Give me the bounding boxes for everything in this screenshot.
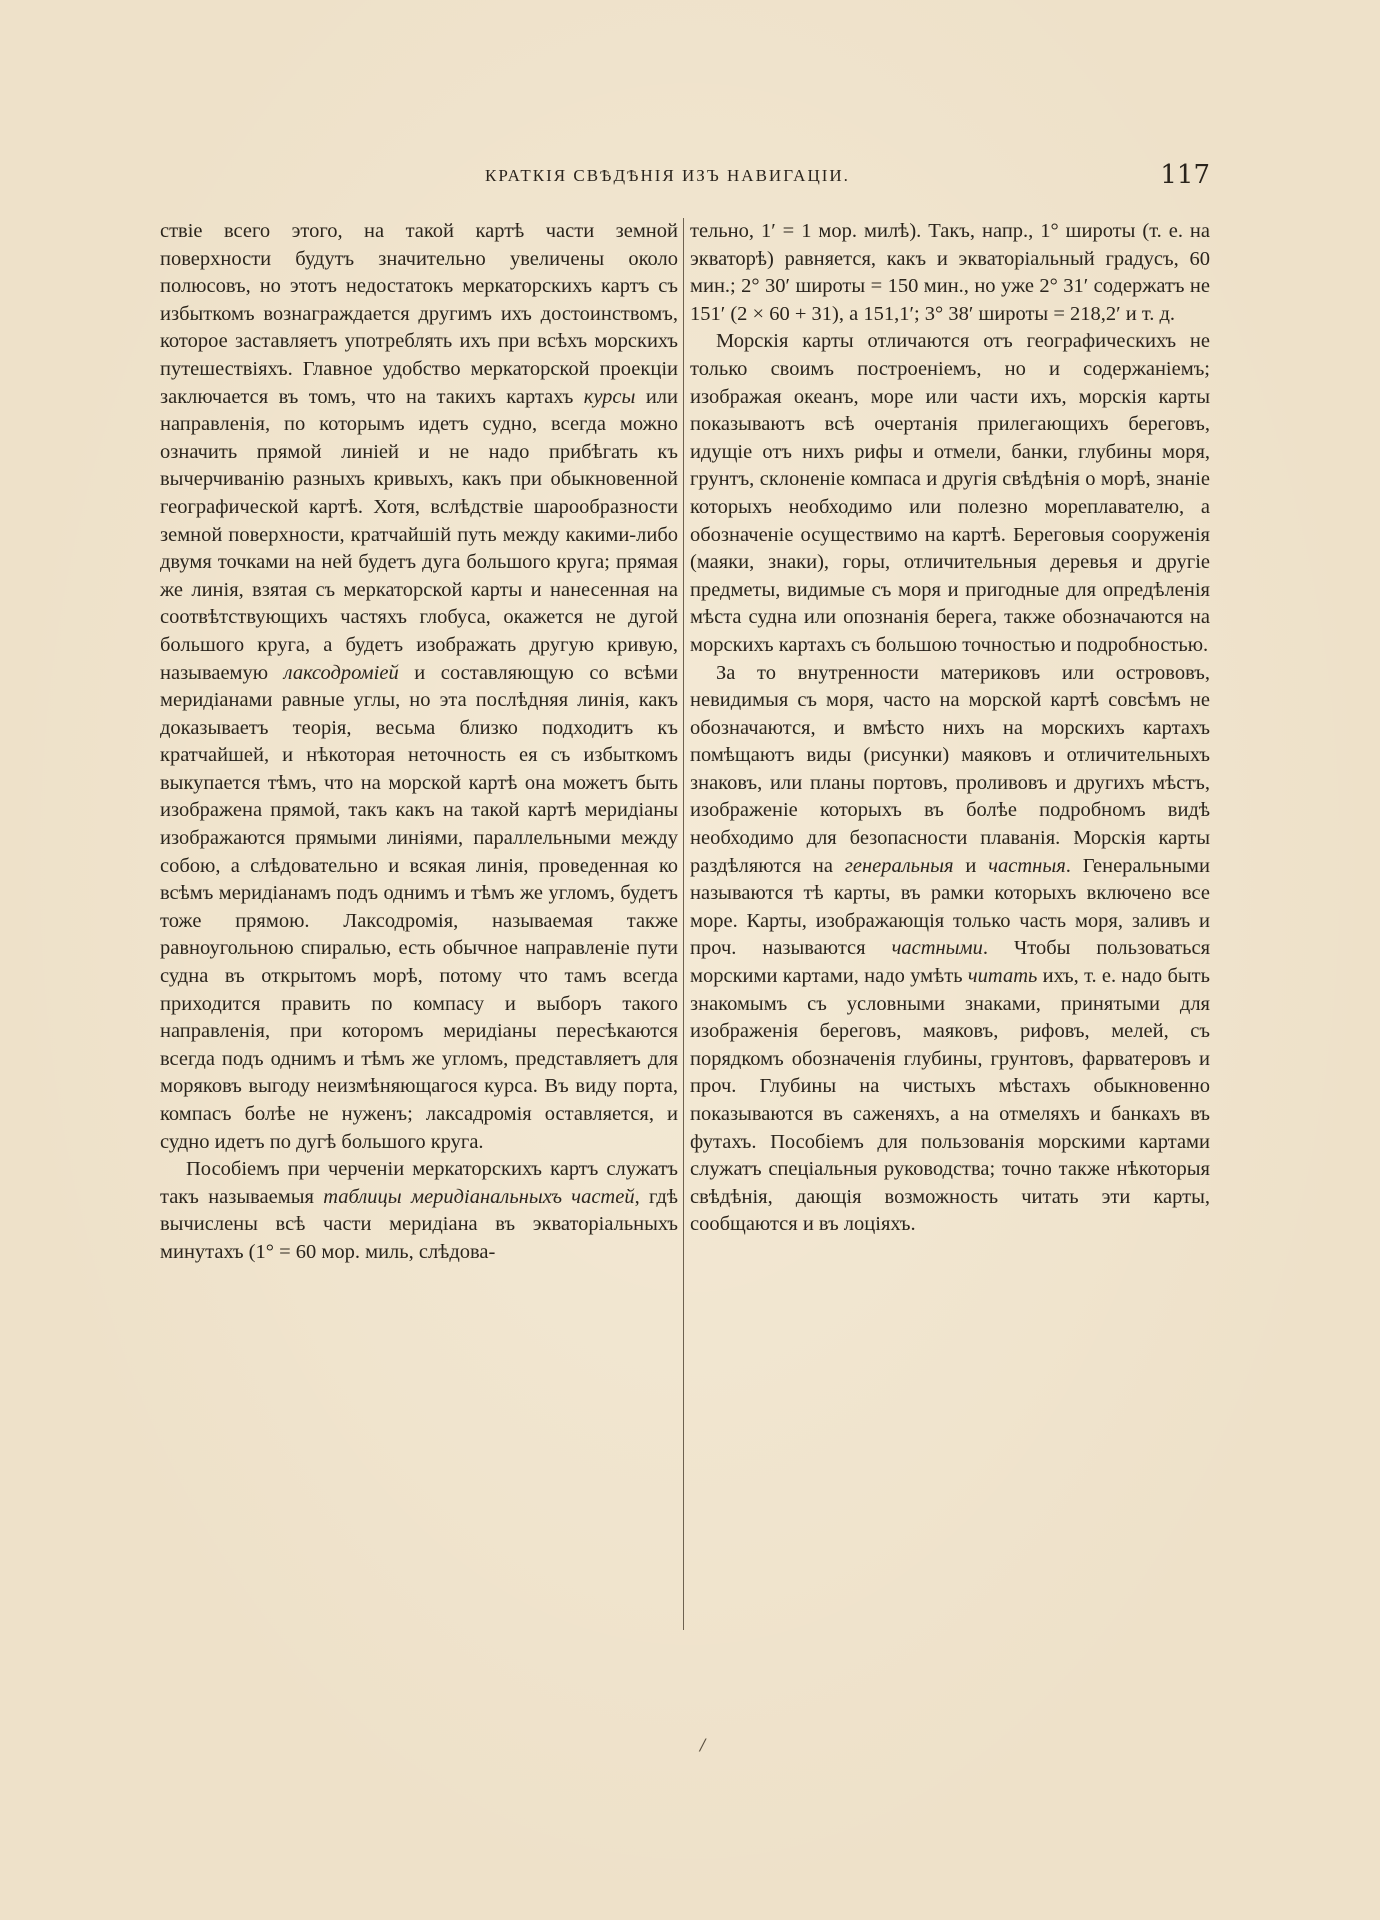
italic-term: частными bbox=[891, 937, 983, 960]
paragraph bbox=[690, 660, 1210, 1239]
italic-term: читать bbox=[967, 965, 1038, 988]
text-run: . Генеральными называются тѣ карты, въ рамки которыхъ включено все море. Карты, изображающія только часть моря, заливъ и проч. называются bbox=[690, 854, 1210, 960]
italic-term: таблицы меридіанальныхъ частей bbox=[323, 1185, 635, 1208]
paragraph: Морскія карты отличаются отъ географическихъ не только своимъ построеніемъ, но и содержаніемъ; изображая океанъ, море или части ихъ, морскія карты показываютъ всѣ очертанія прилегающихъ береговъ, идущіе отъ нихъ рифы и отмели, банки, глубины моря, грунтъ, склоненіе компаса и другія свѣдѣнія о морѣ, знаніе которыхъ необходимо или полезно мореплавателю, а обозначеніе осуществимо на картѣ. Береговыя сооруженія (маяки, знаки), горы, отличительныя деревья и другіе предметы, видимые съ моря и пригодные для опредѣленія мѣста судна или опознанія берега, также обозначаются на морскихъ картахъ съ большою точностью и подробностью. bbox=[690, 330, 1210, 656]
left-column bbox=[160, 218, 678, 1267]
text-run: и bbox=[953, 854, 989, 877]
paragraph bbox=[160, 1156, 678, 1266]
text-run: Пособіемъ при черченіи меркаторскихъ картъ служатъ такъ называемыя bbox=[160, 1158, 678, 1208]
right-column bbox=[690, 218, 1210, 1239]
text-run: ствіе всего этого, на такой картѣ части земной поверхности будутъ значительно увеличены около полюсовъ, но этотъ недостатокъ меркаторскихъ картъ съ избыткомъ вознаграждается другимъ ихъ достоинствомъ, которое заставляетъ употреблять ихъ при всѣхъ морскихъ путешествіяхъ. Главное удобство меркаторской проекціи заключается въ томъ, что на такихъ картахъ bbox=[160, 220, 678, 408]
page-number: 117 bbox=[1160, 160, 1210, 190]
text-run: За то внутренности материковъ или острововъ, невидимыя съ моря, часто на морской картѣ совсѣмъ не обозначаются, и вмѣсто нихъ на морскихъ картахъ помѣщаютъ виды (рисунки) маяковъ и отличительныхъ знаковъ, или планы портовъ, проливовъ и другихъ мѣстъ, изображеніе которыхъ въ болѣе подробномъ видѣ необходимо для безопасности плаванія. Морскія карты раздѣляются на bbox=[690, 661, 1210, 877]
text-run: . Чтобы пользоваться морскими картами, надо умѣть bbox=[690, 937, 1210, 988]
running-title: КРАТКІЯ СВѢДѢНІЯ ИЗЪ НАВИГАЦІИ. bbox=[485, 166, 850, 185]
text-run: ихъ, т. е. надо быть знакомымъ съ условными знаками, принятыми для изображенія береговъ, маяковъ, рифовъ, мелей, съ порядкомъ обозначенія глубины, грунтовъ, фарватеровъ и проч. Глубины на чистыхъ мѣстахъ обыкновенно показываются въ саженяхъ, а на отмеляхъ и банкахъ въ футахъ. Пособіемъ для пользованія морскими картами служатъ спеціальныя руководства; точно также нѣкоторыя свѣдѣнія, дающія возможность читать эти карты, сообщаются и въ лоціяхъ. bbox=[690, 965, 1210, 1236]
column-divider bbox=[683, 218, 684, 1630]
text-run: или направленія, по которымъ идетъ судно, всегда можно означить прямой линіей и не надо прибѣгать къ вычерчиванію разныхъ кривыхъ, какъ при обыкновенной географической картѣ. Хотя, вслѣдствіе шарообразности земной поверхности, кратчайшій путь между какими-либо двумя точками на ней будетъ дуга большого круга; прямая же линія, взятая съ меркаторской карты и нанесенная на соотвѣтствующихъ частяхъ глобуса, окажется не дугой большого круга, а будетъ изображать другую кривую, называемую bbox=[160, 385, 678, 684]
italic-term: генеральныя bbox=[844, 854, 954, 877]
paragraph: тельно, 1′ = 1 мор. милѣ). Такъ, напр., 1° широты (т. е. на экваторѣ) равняется, какъ и экваторіальный градусъ, 60 мин.; 2° 30′ широты = 150 мин., но уже 2° 31′ содержатъ не 151′ (2 × 60 + 31), а 151,1′; 3° 38′ широты = 218,2′ и т. д. bbox=[690, 220, 1210, 325]
italic-term: частныя bbox=[988, 854, 1066, 877]
italic-term: лаксодроміей bbox=[283, 661, 399, 684]
paragraph bbox=[160, 218, 678, 1156]
italic-term: курсы bbox=[583, 385, 636, 408]
page-header bbox=[160, 160, 1210, 200]
text-run: , гдѣ вычислены всѣ части меридіана въ экваторіальныхъ минутахъ (1° = 60 мор. миль, слѣдова- bbox=[160, 1185, 678, 1263]
text-run: и составляющую со всѣми меридіанами равные углы, но эта послѣдняя линія, какъ доказываетъ теорія, весьма близко подходитъ къ кратчайшей, и нѣкоторая неточность ея съ избыткомъ выкупается тѣмъ, что на морской картѣ она можетъ быть изображена прямой, такъ какъ на такой картѣ меридіаны изображаются прямыми линіями, параллельными между собою, а слѣдовательно и всякая линія, проведенная ко всѣмъ меридіанамъ подъ однимъ и тѣмъ же угломъ, будетъ тоже прямою. Лаксодромія, называемая также равноугольною спиралью, есть обычное направленіе пути судна въ открытомъ морѣ, потому что тамъ всегда приходится править по компасу и выборъ такого направленія, при которомъ меридіаны пересѣкаются всегда подъ однимъ и тѣмъ же угломъ, представляетъ для моряковъ выгоду неизмѣняющагося курса. Въ виду порта, компасъ болѣе не нуженъ; лаксадромія оставляется, и судно идетъ по дугѣ большого круга. bbox=[160, 661, 678, 1153]
stray-mark: / bbox=[700, 1735, 706, 1754]
